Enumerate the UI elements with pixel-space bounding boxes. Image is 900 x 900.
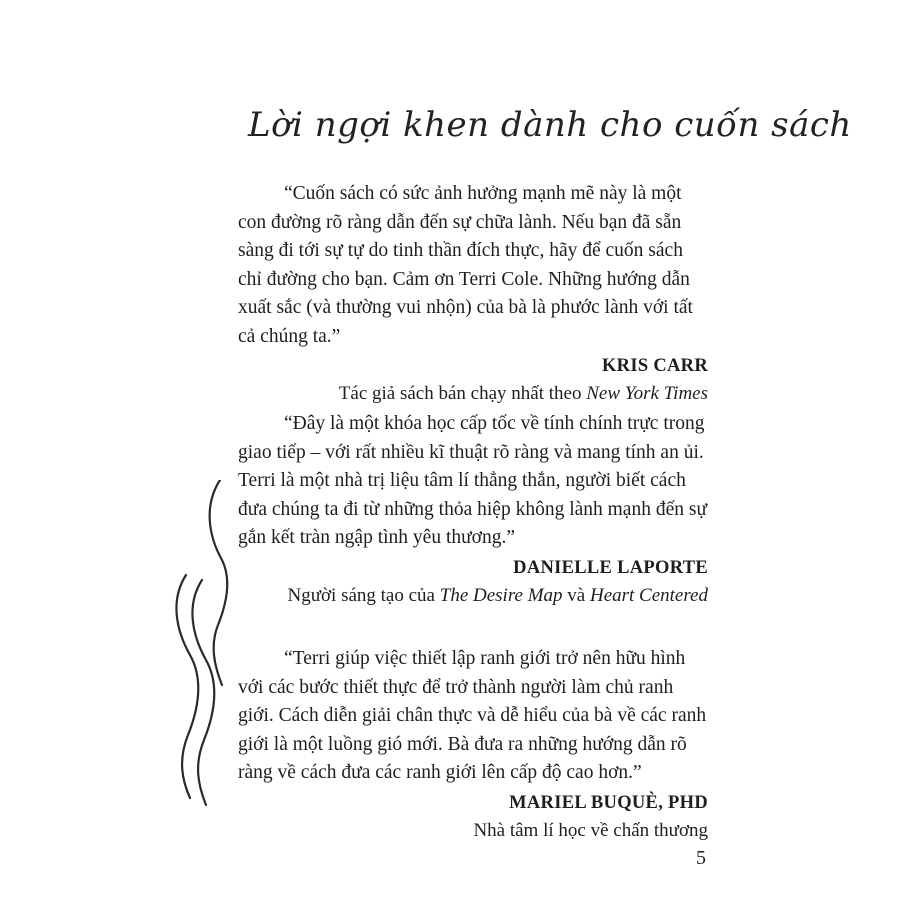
- testimonial-text: “Đây là một khóa học cấp tốc về tính chính trực trong giao tiếp – với rất nhiều kĩ thuật rõ ràng và mang tính an ủi. Terri là một nhà trị liệu tâm lí thẳng thắn, người biết cách đưa chúng ta đi từ những thỏa hiệp không lành mạnh đến sự gắn kết tràn ngập tình yêu thương.”: [238, 413, 708, 548]
- author-description: Nhà tâm lí học về chấn thương: [473, 819, 708, 841]
- author-description: Người sáng tạo của The Desire Map và Heart Centered: [287, 584, 708, 606]
- page-number: 5: [696, 847, 706, 869]
- author-description: Tác giả sách bán chạy nhất theo New York Times: [338, 383, 708, 404]
- wavy-line-left: [176, 575, 198, 798]
- testimonial-block: [238, 410, 708, 609]
- testimonial-attribution: [238, 790, 708, 844]
- wavy-lines-icon: [160, 480, 230, 820]
- testimonial-text: “Cuốn sách có sức ảnh hưởng mạnh mẽ này là một con đường rõ ràng dẫn đến sự chữa lành. Nếu bạn đã sẵn sàng đi tới sự tự do tinh thần đích thực, hãy để cuốn sách chỉ đường cho bạn. Cảm ơn Terri Cole. Những hướng dẫn xuất sắc (và thường vui nhộn) của bà là phước lành với tất cả chúng ta.”: [238, 183, 693, 347]
- wavy-line-middle: [192, 580, 214, 805]
- wavy-line-right: [210, 480, 228, 685]
- page-title: Lời ngợi khen dành cho cuốn sách: [248, 104, 852, 145]
- testimonial-block: [238, 180, 708, 407]
- testimonial-attribution: [238, 353, 708, 407]
- testimonial-block: [238, 645, 708, 844]
- testimonial-text: “Terri giúp việc thiết lập ranh giới trở nên hữu hình với các bước thiết thực để trở thành người làm chủ ranh giới. Cách diễn giải chân thực và dễ hiểu của bà về các ranh giới là một luồng gió mới. Bà đưa ra những hướng dẫn rõ ràng về cách đưa các ranh giới lên cấp độ cao hơn.”: [238, 648, 707, 783]
- testimonial-attribution: [238, 555, 708, 609]
- author-name: DANIELLE LAPORTE: [513, 557, 708, 578]
- author-name: MARIEL BUQUÈ, PHD: [509, 792, 708, 813]
- author-name: KRIS CARR: [601, 356, 708, 376]
